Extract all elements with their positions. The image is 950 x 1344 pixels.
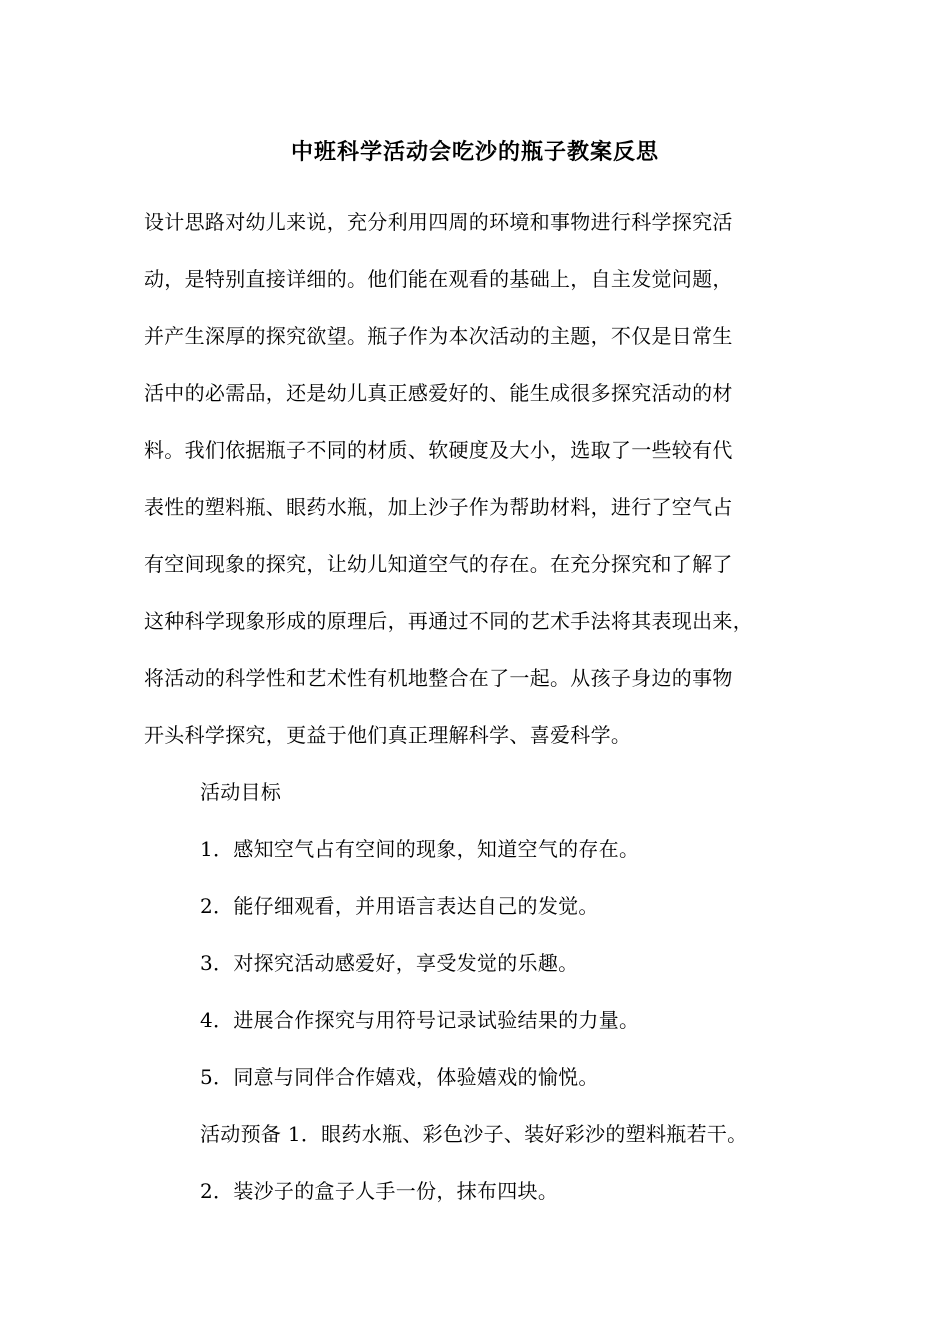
- goal-item-4: 4．进展合作探究与用符号记录试验结果的力量。: [200, 1008, 640, 1032]
- intro-line-9: 将活动的科学性和艺术性有机地整合在了一起。从孩子身边的事物: [144, 666, 733, 690]
- intro-line-5: 料。我们依据瓶子不同的材质、软硬度及大小，选取了一些较有代: [144, 438, 733, 462]
- intro-line-8: 这种科学现象形成的原理后，再通过不同的艺术手法将其表现出来，: [144, 609, 753, 633]
- goal-item-1: 1．感知空气占有空间的现象，知道空气的存在。: [200, 837, 640, 861]
- intro-line-6: 表性的塑料瓶、眼药水瓶，加上沙子作为帮助材料，进行了空气占: [144, 495, 733, 519]
- intro-line-3: 并产生深厚的探究欲望。瓶子作为本次活动的主题，不仅是日常生: [144, 324, 733, 348]
- goal-item-3: 3．对探究活动感爱好，享受发觉的乐趣。: [200, 951, 579, 975]
- prep-line-2: 2．装沙子的盒子人手一份，抹布四块。: [200, 1179, 559, 1203]
- intro-line-2: 动，是特别直接详细的。他们能在观看的基础上，自主发觉问题，: [144, 267, 733, 291]
- prep-line-1: 活动预备 1．眼药水瓶、彩色沙子、装好彩沙的塑料瓶若干。: [200, 1122, 748, 1146]
- document-title: 中班科学活动会吃沙的瓶子教案反思: [290, 139, 659, 165]
- goal-item-5: 5．同意与同伴合作嬉戏，体验嬉戏的愉悦。: [200, 1065, 599, 1089]
- intro-line-1: 设计思路对幼儿来说，充分利用四周的环境和事物进行科学探究活: [144, 210, 733, 234]
- intro-line-4: 活中的必需品，还是幼儿真正感爱好的、能生成很多探究活动的材: [144, 381, 733, 405]
- goals-heading: 活动目标: [200, 780, 282, 804]
- intro-line-10: 开头科学探究，更益于他们真正理解科学、喜爱科学。: [144, 723, 632, 747]
- goal-item-2: 2．能仔细观看，并用语言表达自己的发觉。: [200, 894, 599, 918]
- intro-line-7: 有空间现象的探究，让幼儿知道空气的存在。在充分探究和了解了: [144, 552, 733, 576]
